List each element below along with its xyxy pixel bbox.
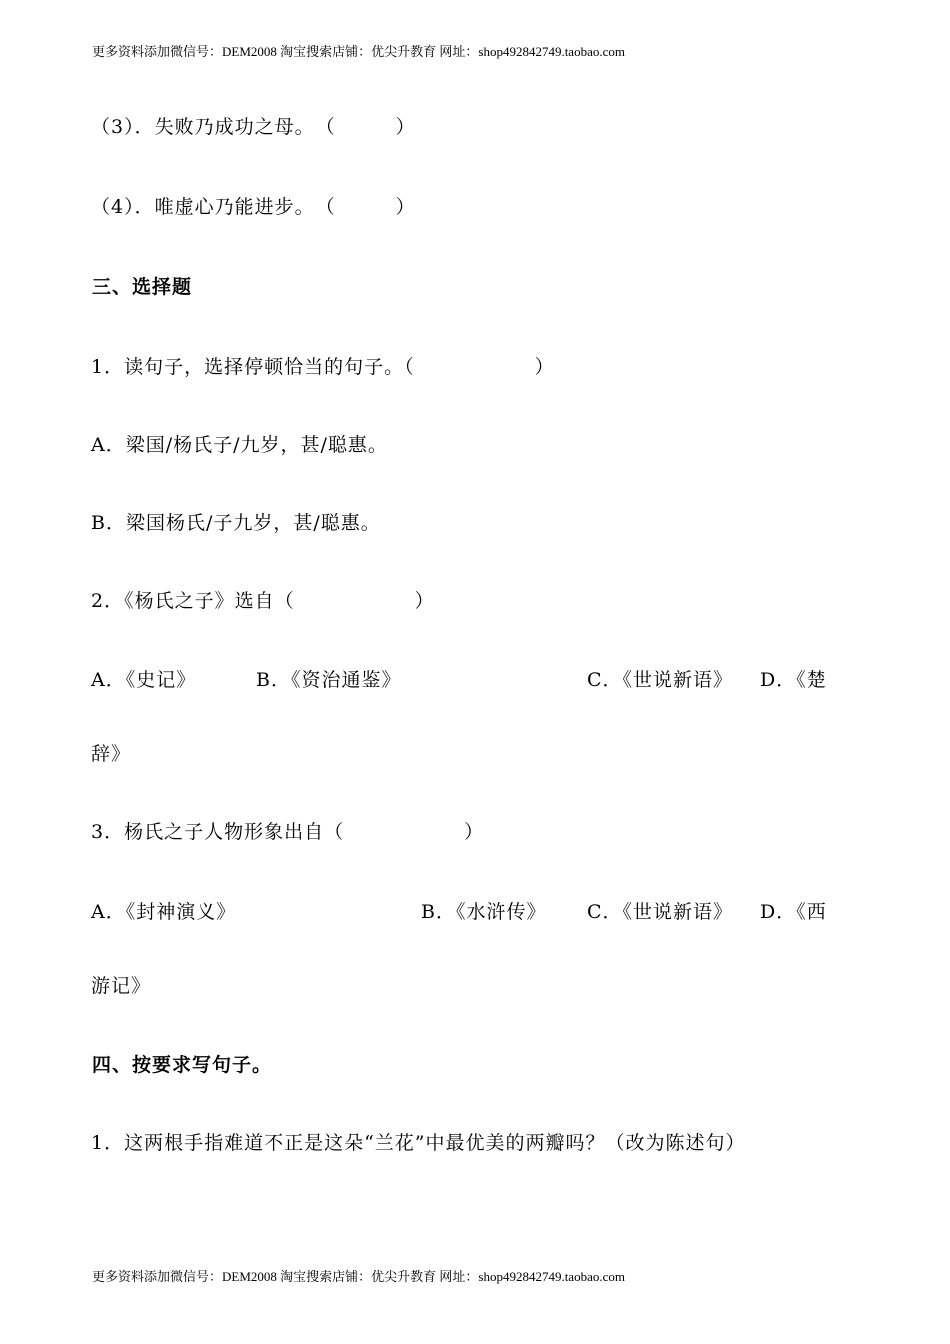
choice-q2-stem: 2．《杨氏之子》选自（ ） [91, 590, 435, 612]
choice-q3-option-d-continued: 游记》 [91, 975, 152, 997]
choice-q3-stem: 3．杨氏之子人物形象出自（ ） [91, 821, 485, 843]
page-footer: 更多资料添加微信号：DEM2008 淘宝搜索店铺：优尖升教育 网址：shop492842749.taobao.com [92, 1269, 625, 1284]
choice-q2-option-a: A．《史记》 [91, 669, 197, 691]
choice-q3-option-a: A．《封神演义》 [91, 901, 237, 923]
rewrite-q1: 1．这两根手指难道不正是这朵“兰花”中最优美的两瓣吗？（改为陈述句） [91, 1132, 746, 1154]
choice-q2-option-b: B．《资治通鉴》 [256, 669, 402, 691]
choice-q1-option-b: B．梁国杨氏/子九岁，甚/聪惠。 [91, 512, 381, 534]
choice-q1-option-a: A．梁国/杨氏子/九岁，甚/聪惠。 [91, 434, 388, 456]
choice-q1-stem: 1．读句子，选择停顿恰当的句子。（ ） [91, 356, 555, 378]
choice-q3-option-d: D．《西 [760, 901, 827, 923]
choice-q2-option-d: D．《楚 [760, 669, 827, 691]
choice-q2-option-c: C．《世说新语》 [587, 669, 734, 691]
choice-q3-option-b: B．《水浒传》 [421, 901, 547, 923]
section-4-title: 四、按要求写句子。 [92, 1054, 273, 1076]
choice-q3-option-c: C．《世说新语》 [587, 901, 734, 923]
section-3-title: 三、选择题 [92, 276, 193, 298]
page-header: 更多资料添加微信号：DEM2008 淘宝搜索店铺：优尖升教育 网址：shop492842749.taobao.com [92, 44, 625, 59]
choice-q2-options [91, 668, 851, 692]
choice-q3-options [91, 900, 851, 924]
judge-item-4: （4）．唯虚心乃能进步。 （ ） [91, 196, 416, 218]
judge-item-3: （3）．失败乃成功之母。 （ ） [91, 116, 416, 138]
choice-q2-option-d-continued: 辞》 [91, 743, 132, 765]
